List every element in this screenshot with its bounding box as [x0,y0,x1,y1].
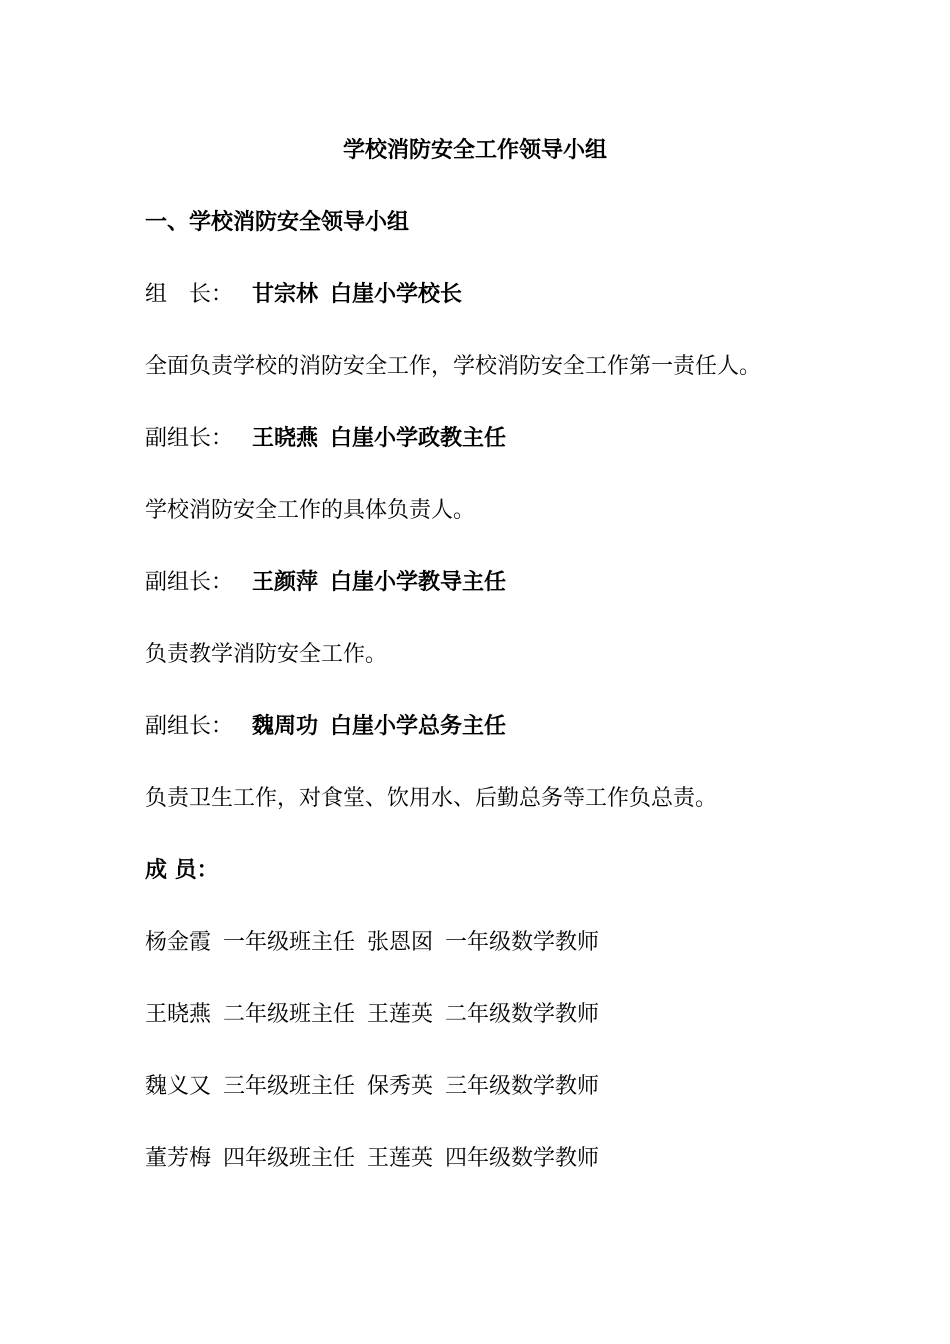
member-name: 王晓燕 [145,1002,212,1027]
member-role: 一年级班主任 [223,930,356,955]
leader-row [145,712,506,742]
member-row [145,1072,599,1102]
member-role: 一年级数学教师 [445,930,600,955]
leader-name: 王颜萍 [252,570,319,595]
member-name: 王莲英 [367,1146,434,1171]
member-role: 三年级数学教师 [445,1074,600,1099]
leader-title: 白崖小学教导主任 [330,570,507,595]
leader-name: 甘宗林 [252,282,319,307]
member-role: 四年级数学教师 [445,1146,600,1171]
leader-title: 白崖小学政教主任 [330,426,507,451]
member-name: 王莲英 [367,1002,434,1027]
leader-duty: 负责教学消防安全工作。 [145,642,388,667]
leader-row [145,568,506,598]
leader-title: 白崖小学校长 [330,282,463,307]
leader-name: 王晓燕 [252,426,319,451]
leader-row [145,424,506,454]
member-role: 二年级数学教师 [445,1002,600,1027]
member-role: 四年级班主任 [223,1146,356,1171]
leader-role: 组 长： [145,282,234,307]
leader-title: 白崖小学总务主任 [330,714,507,739]
member-name: 张恩囡 [367,930,434,955]
leader-duty: 负责卫生工作，对食堂、饮用水、后勤总务等工作负总责。 [145,786,718,811]
member-row [145,928,599,958]
leader-duty: 学校消防安全工作的具体负责人。 [145,498,476,523]
leader-duty: 全面负责学校的消防安全工作，学校消防安全工作第一责任人。 [145,354,762,379]
leader-role: 副组长： [145,426,234,451]
member-role: 二年级班主任 [223,1002,356,1027]
section-heading: 一、学校消防安全领导小组 [145,210,410,235]
member-row [145,1000,599,1030]
member-row [145,1144,599,1174]
leader-role: 副组长： [145,570,234,595]
member-name: 魏义又 [145,1074,212,1099]
member-name: 董芳梅 [145,1146,212,1171]
member-name: 保秀英 [367,1074,434,1099]
member-name: 杨金霞 [145,930,212,955]
member-role: 三年级班主任 [223,1074,356,1099]
leader-role: 副组长： [145,714,234,739]
document-title: 学校消防安全工作领导小组 [342,138,607,163]
leader-name: 魏周功 [252,714,319,739]
members-label: 成 员： [145,858,219,883]
leader-row [145,280,462,310]
